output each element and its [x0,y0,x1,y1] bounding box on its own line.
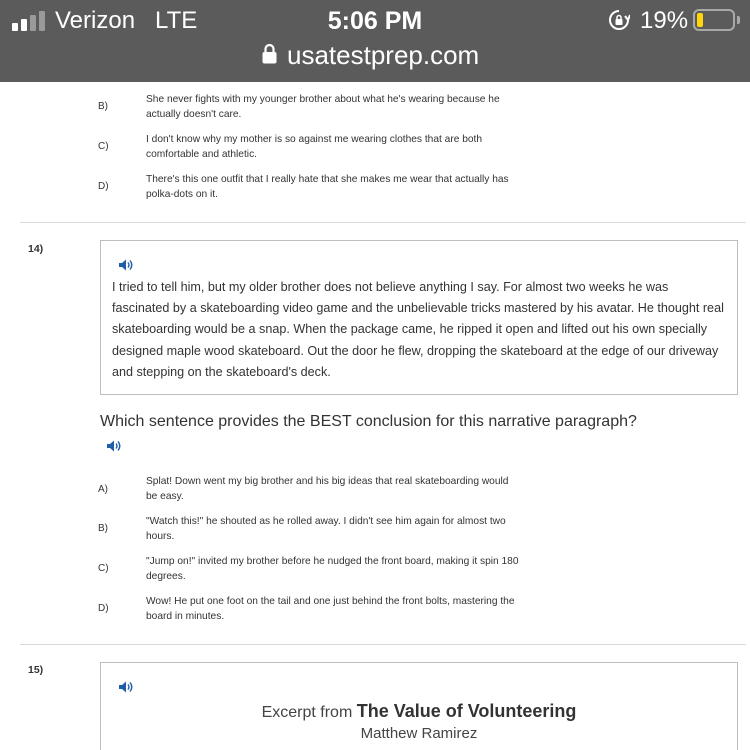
rotation-lock-icon [608,9,630,31]
q13-option-d-text[interactable]: There's this one outfit that I really hate that she makes me wear that actually has polka-dots on it. [146,174,509,200]
lock-icon [262,43,277,64]
q14-option-d-letter[interactable]: D) [98,603,109,614]
address-bar-url[interactable]: usatestprep.com [287,40,480,70]
question-divider [20,644,746,645]
q14-option-c-text[interactable]: "Jump on!" invited my brother before he nudged the front board, making it spin 180 degrees. [146,556,519,582]
question-14-number: 14) [28,243,44,255]
network-type: LTE [155,7,198,34]
audio-speaker-icon[interactable] [118,258,134,272]
q14-option-a-letter[interactable]: A) [98,484,108,495]
carrier-name: Verizon [55,7,136,34]
excerpt-heading [100,700,738,724]
q13-option-d-letter[interactable]: D) [98,181,109,192]
q14-option-b-letter[interactable]: B) [98,523,108,534]
audio-speaker-icon[interactable] [118,680,134,694]
battery-tip [737,16,740,24]
excerpt-title: The Value of Volunteering [356,701,577,721]
status-time: 5:06 PM [327,7,423,35]
q14-option-d-text[interactable]: Wow! He put one foot on the tail and one just behind the front bolts, mastering the board in minutes. [146,596,515,622]
excerpt-author: Matthew Ramirez [360,725,478,742]
q14-option-c-letter[interactable]: C) [98,563,109,574]
question-14-passage: I tried to tell him, but my older brother does not believe anything I say. For almost two weeks he was fascinated by a skateboarding video game and the unbelievable tricks mastered by his avatar. He thought real skateboarding would be a snap. When the package came, he ripped it open and lifted out his own specially designed maple wood skateboard. Out the door he flew, dropping the skateboard at the edge of our driveway and stepping on the skateboard's deck. [112,280,724,379]
q13-option-b-text[interactable]: She never fights with my younger brother about what he's wearing because he actually doesn't care. [146,94,500,120]
question-divider [20,222,746,223]
q14-option-a-text[interactable]: Splat! Down went my big brother and his big ideas that real skateboarding would be easy. [146,476,509,502]
battery-icon [693,9,735,31]
status-bar [0,0,750,82]
battery-percent: 19% [640,7,689,34]
q14-option-b-text[interactable]: "Watch this!" he shouted as he rolled away. I didn't see him again for almost two hours. [146,516,506,542]
q13-option-c-text[interactable]: I don't know why my mother is so against me wearing clothes that are both comfortable and athletic. [146,134,483,160]
question-14-prompt: Which sentence provides the BEST conclusion for this narrative paragraph? [100,413,637,430]
question-15-number: 15) [28,664,44,676]
q13-option-c-letter[interactable]: C) [98,141,109,152]
q13-option-b-letter[interactable]: B) [98,101,108,112]
excerpt-prefix: Excerpt from [261,704,353,721]
audio-speaker-icon[interactable] [106,439,122,453]
